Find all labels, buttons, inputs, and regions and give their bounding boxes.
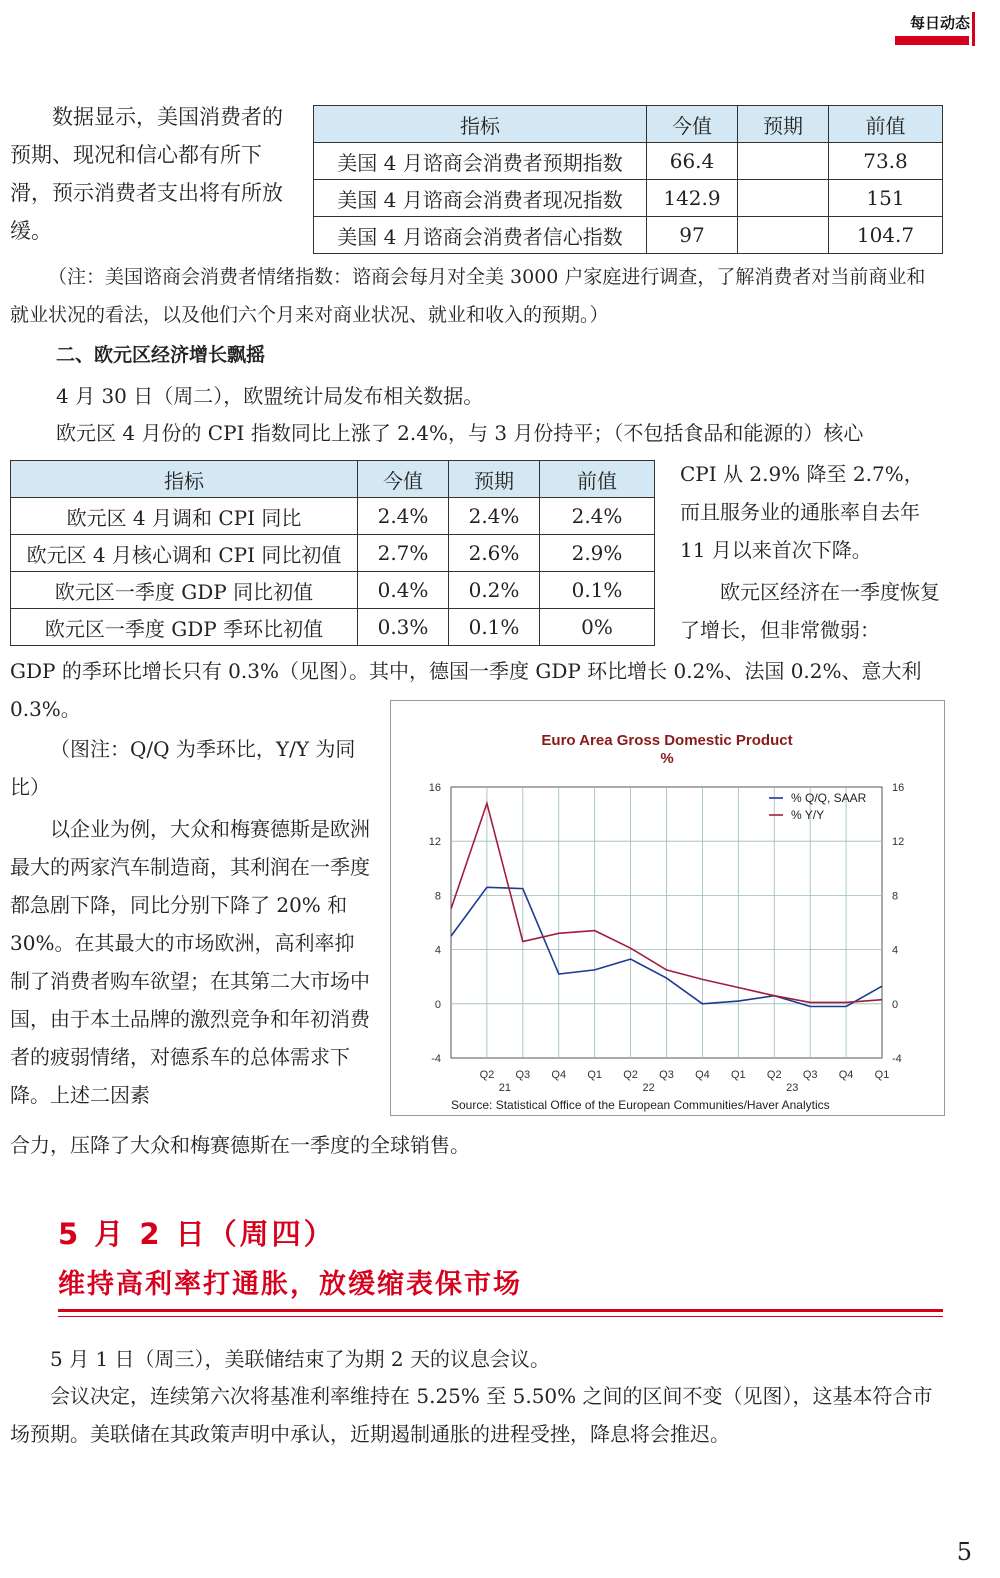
table-header: 预期 <box>738 106 829 143</box>
x-tick-label: Q4 <box>551 1069 567 1081</box>
euro-p3-continued: GDP 的季环比增长只有 0.3%（见图）。其中，德国一季度 GDP 环比增长 0.2%、法国 0.2%、意大利 0.3%。 <box>10 659 922 721</box>
x-tick-label: Q4 <box>838 1069 854 1081</box>
table-cell: 美国 4 月谘商会消费者信心指数 <box>314 217 647 254</box>
table-cell: 2.4% <box>449 498 540 535</box>
section-title: 维持高利率打通胀，放缓缩表保市场 <box>58 1269 522 1300</box>
table-row <box>314 143 943 180</box>
table-row <box>314 217 943 254</box>
table-cell: 0.1% <box>449 609 540 646</box>
table-row <box>314 180 943 217</box>
table-cell: 2.9% <box>540 535 655 572</box>
section-rule <box>58 1309 943 1312</box>
table-cell <box>738 217 829 254</box>
table-cell: 97 <box>647 217 738 254</box>
x-tick-label: Q3 <box>659 1069 674 1081</box>
euro-p1: 4 月 30 日（周二），欧盟统计局发布相关数据。 <box>56 384 484 408</box>
table-cell: 2.6% <box>449 535 540 572</box>
y-tick-label-right: -4 <box>892 1053 902 1065</box>
euro-data-table <box>10 460 655 646</box>
x-year-label: 21 <box>498 1082 512 1094</box>
euro-p2: 欧元区 4 月份的 CPI 指数同比上涨了 2.4%，与 3 月份持平；（不包括食品和能源的）核心 <box>56 421 864 445</box>
table-cell: 66.4 <box>647 143 738 180</box>
x-tick-label: Q2 <box>766 1069 782 1081</box>
chart-subtitle: % <box>660 750 674 767</box>
us-confidence-table <box>313 105 943 254</box>
gdp-chart <box>390 700 945 1116</box>
x-tick-label: Q1 <box>874 1069 890 1081</box>
section-tag: 每日动态 <box>909 14 970 32</box>
x-year-label: 22 <box>642 1082 655 1094</box>
x-tick-label: Q3 <box>515 1069 531 1081</box>
table-cell <box>738 180 829 217</box>
table-cell: 0.1% <box>540 572 655 609</box>
x-tick-label: Q4 <box>695 1069 710 1081</box>
us-note: （注：美国谘商会消费者情绪指数：谘商会每月对全美 3000 户家庭进行调查，了解消费者对当前商业和就业状况的看法，以及他们六个月来对商业状况、就业和收入的预期。） <box>10 266 926 326</box>
table-cell: 2.7% <box>358 535 449 572</box>
section-heading: 二、欧元区经济增长飘摇 <box>56 344 266 366</box>
table-cell: 2.4% <box>540 498 655 535</box>
y-tick-label-right: 12 <box>892 836 905 849</box>
table-cell: 104.7 <box>829 217 943 254</box>
section2-p1: 5 月 1 日（周三），美联储结束了为期 2 天的议息会议。 <box>50 1347 550 1371</box>
x-tick-label: Q3 <box>802 1069 818 1081</box>
table-header-row <box>11 461 655 498</box>
legend-label: % Q/Q, SAAR <box>791 791 867 805</box>
section-rule-thin <box>58 1316 943 1317</box>
header-vertical-bar <box>972 12 975 46</box>
chart-legend <box>769 791 867 822</box>
table-cell <box>738 143 829 180</box>
y-tick-label-left: -4 <box>431 1053 441 1065</box>
x-tick-label: Q2 <box>623 1069 638 1081</box>
table-header: 指标 <box>11 461 358 498</box>
table-cell: 151 <box>829 180 943 217</box>
table-header: 指标 <box>314 106 647 143</box>
table-row <box>11 535 655 572</box>
y-tick-label-right: 0 <box>892 998 899 1011</box>
euro-p4: 以企业为例，大众和梅赛德斯是欧洲最大的两家汽车制造商，其利润在一季度都急剧下降，同比分别下降了 20% 和 30%。在其最大的市场欧洲，高利率抑制了消费者购车欲望；在其第二大市场中国，由于本土品牌的激烈竞争和年初消费者的疲弱情绪，对德系车的总体需求下降。上述二因素 <box>10 817 370 1107</box>
y-tick-label-left: 8 <box>434 890 441 903</box>
euro-p2-continued: CPI 从 2.9% 降至 2.7%，而且服务业的通胀率自去年 11 月以来首次下降。 <box>680 462 924 562</box>
table-header: 前值 <box>540 461 655 498</box>
x-tick-label: Q1 <box>730 1069 746 1081</box>
table-header: 前值 <box>829 106 943 143</box>
table-cell: 73.8 <box>829 143 943 180</box>
section-date: 5 月 2 日（周四） <box>58 1217 336 1251</box>
us-intro: 数据显示，美国消费者的预期、现况和信心都有所下滑，预示消费者支出将有所放缓。 <box>10 105 283 243</box>
table-row <box>11 572 655 609</box>
y-tick-label-left: 0 <box>434 998 441 1011</box>
y-tick-label-right: 4 <box>892 944 899 957</box>
table-cell: 美国 4 月谘商会消费者预期指数 <box>314 143 647 180</box>
table-cell: 0.2% <box>449 572 540 609</box>
table-cell: 欧元区一季度 GDP 同比初值 <box>11 572 358 609</box>
table-header: 今值 <box>358 461 449 498</box>
y-tick-label-left: 16 <box>428 782 441 794</box>
legend-label: % Y/Y <box>791 808 825 822</box>
table-header: 今值 <box>647 106 738 143</box>
y-tick-label-right: 8 <box>892 890 899 903</box>
chart-source: Source: Statistical Office of the European Communities/Haver Analytics <box>451 1098 830 1112</box>
table-cell: 欧元区 4 月调和 CPI 同比 <box>11 498 358 535</box>
euro-p3-start: 欧元区经济在一季度恢复了增长，但非常微弱： <box>680 580 940 642</box>
table-cell: 美国 4 月谘商会消费者现况指数 <box>314 180 647 217</box>
x-tick-label: Q1 <box>587 1069 603 1081</box>
table-cell: 欧元区一季度 GDP 季环比初值 <box>11 609 358 646</box>
table-cell: 欧元区 4 月核心调和 CPI 同比初值 <box>11 535 358 572</box>
table-cell: 0% <box>540 609 655 646</box>
x-year-label: 23 <box>786 1082 799 1094</box>
table-cell: 0.3% <box>358 609 449 646</box>
chart-title: Euro Area Gross Domestic Product <box>541 732 793 749</box>
gdp-chart-svg <box>391 701 944 1115</box>
table-header-row <box>314 106 943 143</box>
y-tick-label-right: 16 <box>892 782 905 794</box>
table-cell: 2.4% <box>358 498 449 535</box>
y-tick-label-left: 4 <box>434 944 441 957</box>
table-cell: 142.9 <box>647 180 738 217</box>
euro-p4-end: 合力，压降了大众和梅赛德斯在一季度的全球销售。 <box>10 1133 470 1157</box>
figure-note: （图注：Q/Q 为季环比，Y/Y 为同比） <box>10 737 356 799</box>
table-header: 预期 <box>449 461 540 498</box>
header-underline <box>895 36 969 45</box>
section2-p2: 会议决定，连续第六次将基准利率维持在 5.25% 至 5.50% 之间的区间不变（见图），这基本符合市场预期。美联储在其政策声明中承认，近期遏制通胀的进程受挫，降息将会推迟。 <box>10 1384 933 1446</box>
page-number: 5 <box>956 1538 972 1566</box>
chart-grid <box>451 787 882 1058</box>
x-tick-label: Q2 <box>479 1069 495 1081</box>
table-row <box>11 498 655 535</box>
y-tick-label-left: 12 <box>428 836 441 849</box>
table-row <box>11 609 655 646</box>
table-cell: 0.4% <box>358 572 449 609</box>
